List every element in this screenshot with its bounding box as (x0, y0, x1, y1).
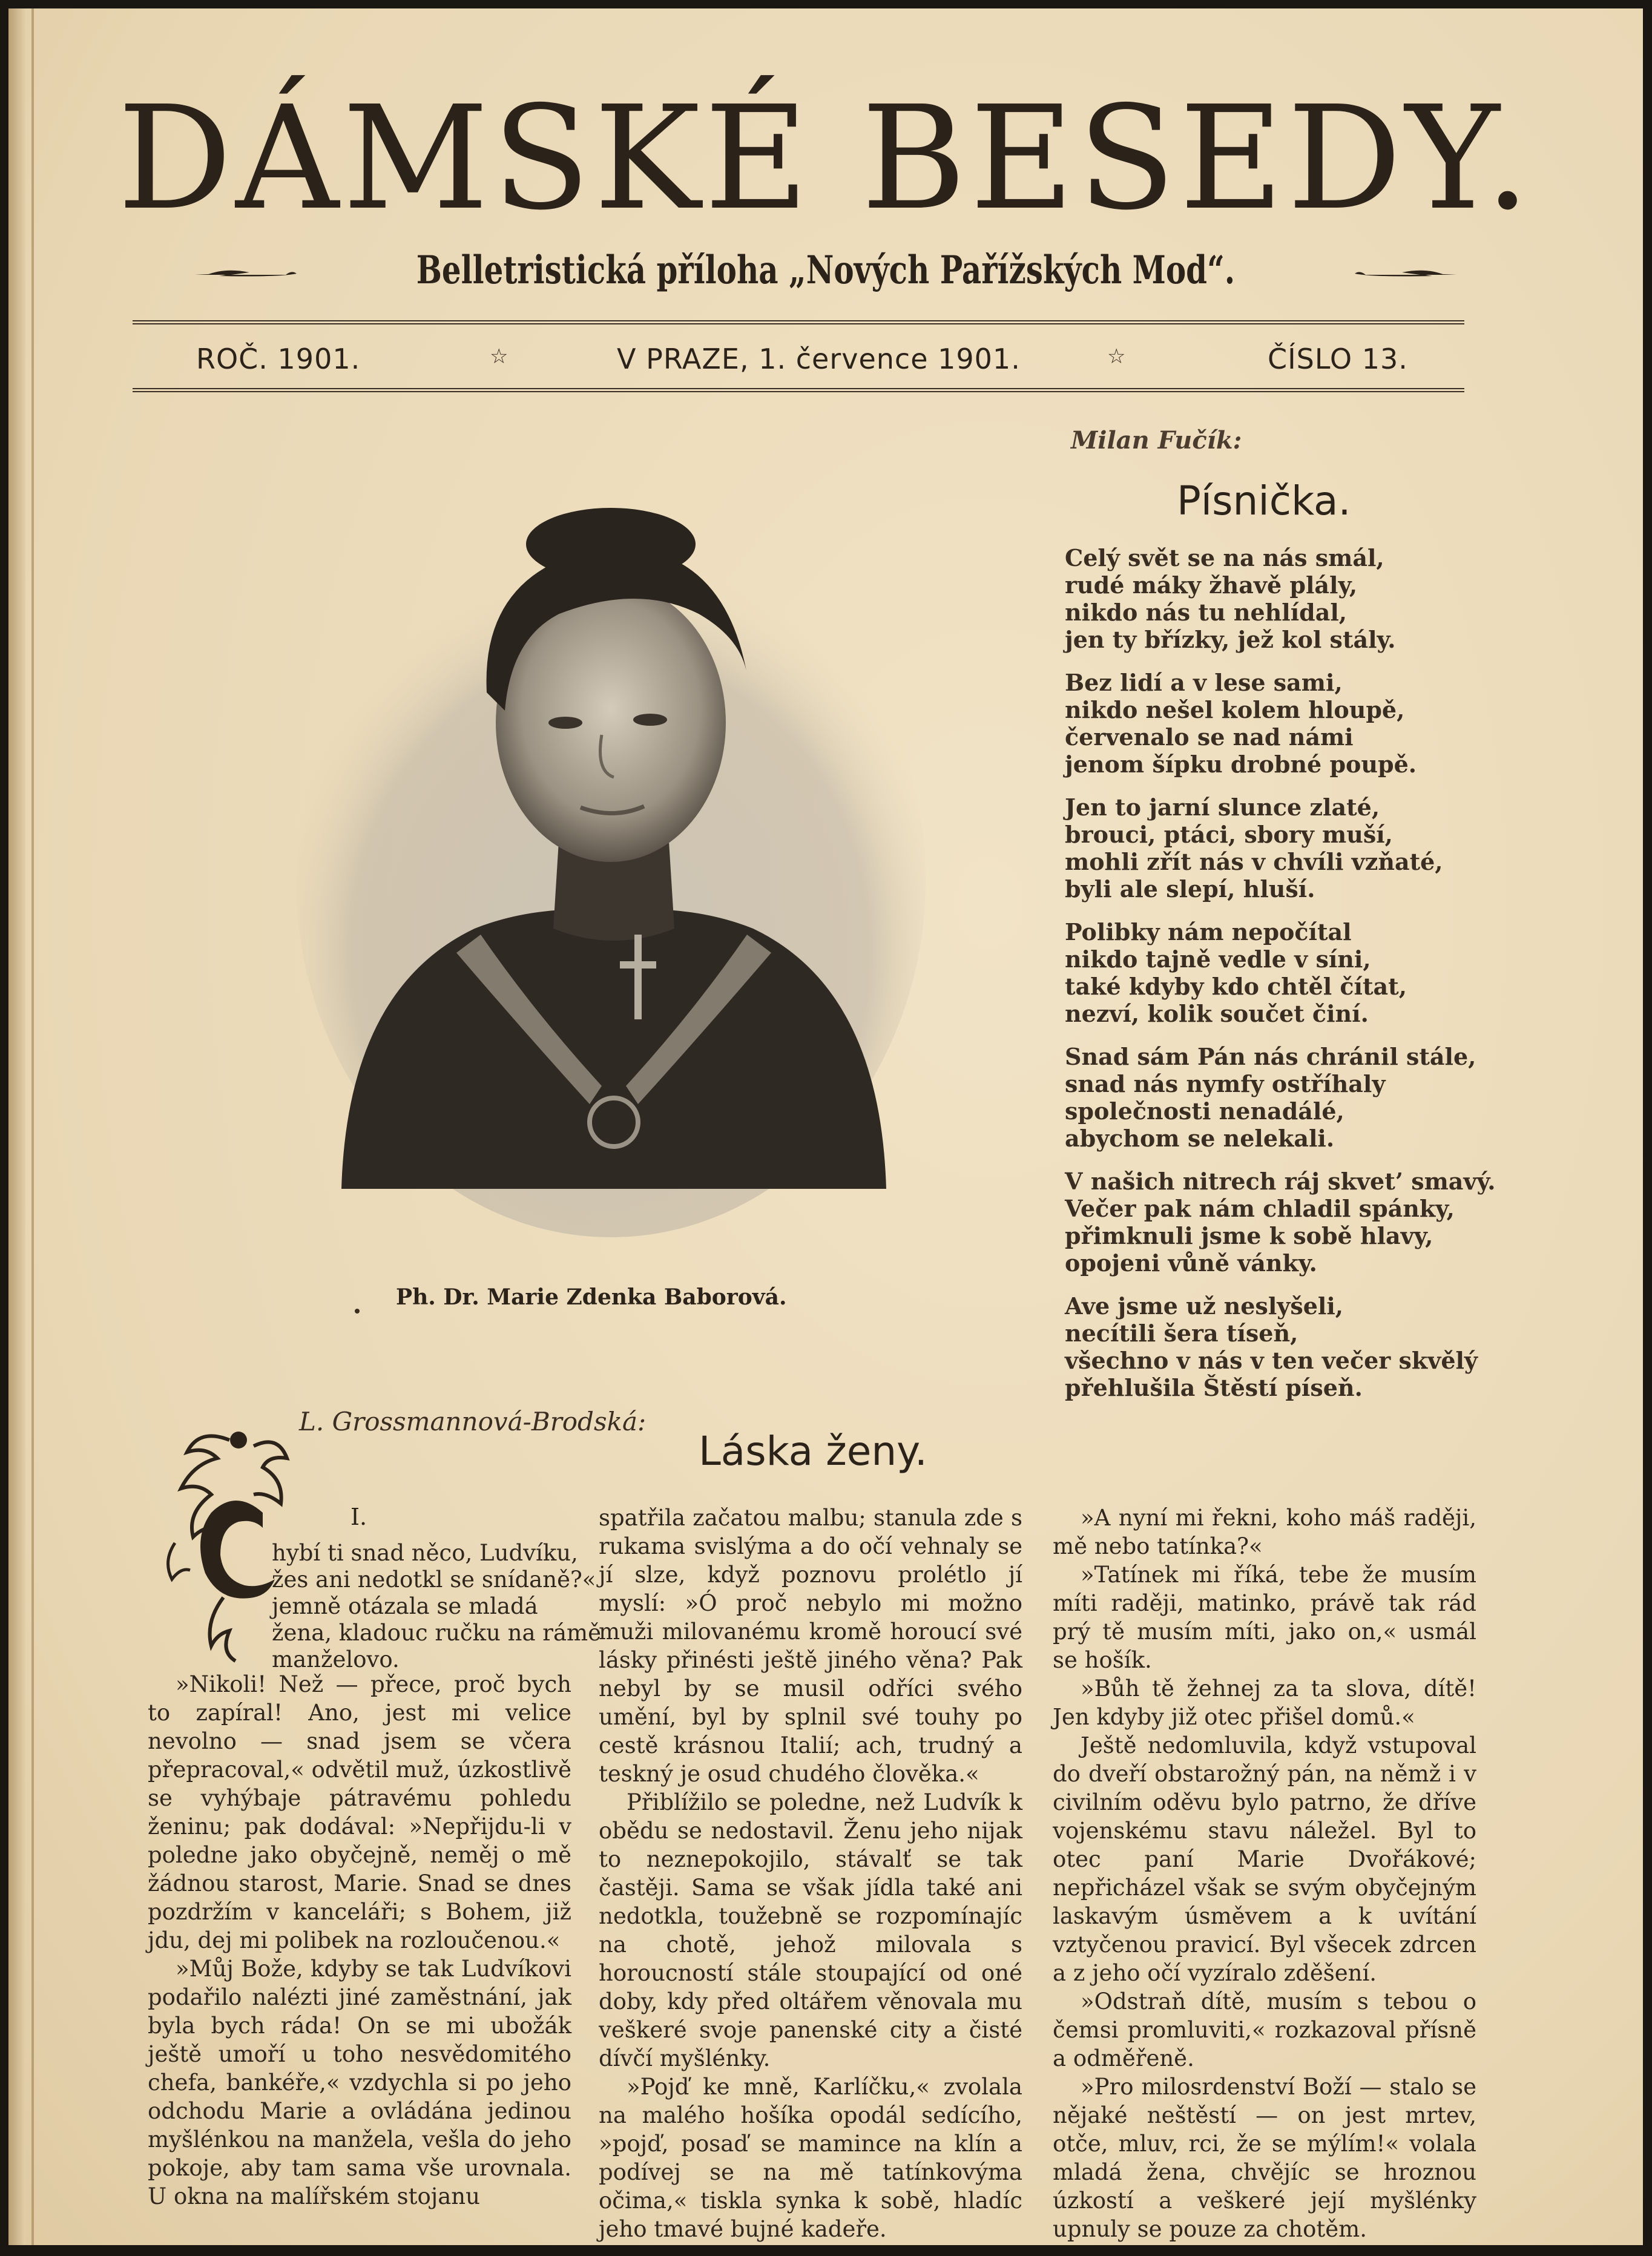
chapter-number: I. (350, 1504, 367, 1530)
poem-line: brouci, ptáci, sbory muší, (1065, 821, 1393, 848)
poem-line: přehlušila Štěstí píseň. (1065, 1374, 1363, 1401)
paragraph: Ještě nedomluvila, když vstupoval do dveří obstarožný pán, na němž i v civilním oděvu bylo patrno, že dříve vojenskému stavu náležel. Byl to otec paní Marie Dvořákové; nepřicházel však se svým obyčejným laskavým úsměvem a k uvítání vztyčenou pravicí. Byl všecek zdrcen a z jeho očí vyzíralo zděšení. (1053, 1732, 1476, 1986)
header-rule-top (133, 320, 1464, 324)
text-line: žena, kladouc ručku na rámě (272, 1620, 602, 1646)
poem-line: červenalo se nad námi (1065, 723, 1354, 751)
poem-line: jenom šípku drobné poupě. (1065, 751, 1417, 778)
paragraph: »Nikoli! Než — přece, proč bych to zapíral! Ano, jest mi velice nevolno — snad jsem se včera přepracoval,« odvětil muž, úzkostlivě se vyhýbaje pátravému pohledu ženinu; pak dodával: »Nepřijdu-li v poledne jako obyčejně, neměj o mě žádnou starost, Marie. Snad se dnes pozdržím v kanceláři; s Bohem, již jdu, dej mi polibek na rozloučenou.« (148, 1671, 571, 1953)
issue-date: V PRAZE, 1. července 1901. (617, 343, 1021, 375)
subtitle-row (8, 248, 1643, 293)
poem-stanza (1065, 544, 1610, 653)
right-swash-ornament (1354, 263, 1456, 278)
poem-line: přimknuli jsme k sobě hlavy, (1065, 1222, 1433, 1249)
poem-stanza (1065, 794, 1610, 903)
newspaper-page (8, 8, 1643, 2245)
paragraph: Přiblížilo se poledne, než Ludvík k obědu se nedostavil. Ženu jeho nijak to neznepokojilo, stávalť se tak častěji. Sama se však jídla také ani nedotkla, toužebně se rozpomínajíc na chotě, jehož milovala s horoucností stále stoupající od oné doby, kdy před oltářem věnovala mu veškeré svoje panenské city a čisté dívčí myšlénky. (599, 1789, 1022, 2071)
poem-author: Milan Fučík: (1071, 426, 1242, 455)
poem-stanza (1065, 918, 1610, 1027)
paragraph: »Můj Bože, kdyby se tak Ludvíkovi podařilo nalézti jiné zaměstnání, jak byla bych ráda! On se mi ubožák ještě umoří u toho nesvědomitého chefa, bankéře,« vzdychla si po jeho odchodu Marie a ovládána jedinou myšlénkou na manžela, vešla do jeho pokoje, aby tam sama vše urovnala. U okna na malířském stojanu (148, 1956, 571, 2209)
poem-line: nikdo tajně vedle v síni, (1065, 945, 1371, 973)
poem-line: rudé máky žhavě plály, (1065, 571, 1358, 599)
text-line: jemně otázala se mladá (272, 1593, 538, 1619)
poem-line: Večer pak nám chladil spánky, (1065, 1195, 1455, 1222)
issue-number: ČÍSLO 13. (1268, 343, 1408, 375)
dropcap-paragraph (272, 1540, 602, 1673)
poem-title: Písnička. (1177, 478, 1351, 524)
poem-line: abychom se nelekali. (1065, 1125, 1335, 1152)
paragraph: »Pro milosrdenství Boží — stalo se nějaké neštěstí — on jest mrtev, otče, mluv, rci, že se mýlím!« volala mladá žena, chvějíc se hroznou úzkostí a veškeré její myšlénky upnuly se pouze za chotěm. (1053, 2074, 1476, 2242)
paragraph: spatřila začatou malbu; stanula zde s rukama svislýma a do očí vehnaly se jí slze, když poznovu prolétlo jí myslí: »Ó proč nebylo mi možno muži milovanému kromě horoucí své lásky přinésti ještě jiného věna? Pak nebyl by se musil odříci svého umění, byl by splnil své touhy po cestě krásnou Italií; ach, trudný a teskný je osud chudého člověka.« (599, 1505, 1022, 1787)
poem-line: společnosti nenadálé, (1065, 1097, 1344, 1125)
caption-dot (355, 1309, 360, 1314)
poem-line: Celý svět se na nás smál, (1065, 544, 1384, 571)
story-title: Láska ženy. (699, 1428, 927, 1475)
poem-line: opojeni vůně vánky. (1065, 1249, 1317, 1277)
story-column-2 (599, 1504, 1022, 2243)
poem-line: nikdo nešel kolem hloupě, (1065, 696, 1405, 723)
paragraph: »Bůh tě žehnej za ta slova, dítě! Jen kdyby již otec přišel domů.« (1053, 1676, 1476, 1730)
poem-line: všechno v nás v ten večer skvělý (1065, 1347, 1478, 1374)
header-rule-bottom (133, 388, 1464, 392)
binding-line (31, 8, 34, 2245)
poem-line: mohli zřít nás v chvíli vzňaté, (1065, 848, 1443, 875)
poem-line: nezví, kolik součet činí. (1065, 1000, 1369, 1027)
story-column-1 (148, 1670, 571, 2211)
paragraph: »Tatínek mi říká, tebe že musím míti raději, matinko, právě tak rád prý tě musím míti, jako on,« usmál se hošík. (1053, 1562, 1476, 1673)
paragraph: »Pojď ke mně, Karlíčku,« zvolala na malého hošíka opodál sedícího, »pojď, posaď se mamince na klín a podívej se na mě tatínkovýma očima,« tiskla synka k sobě, hladíc jeho tmavé bujné kadeře. (599, 2074, 1022, 2242)
poem-line: necítili šera tíseň, (1065, 1320, 1298, 1347)
poem-line: Polibky nám nepočítal (1065, 918, 1352, 945)
text-line: žes ani nedotkl se snídaně?« (272, 1567, 596, 1593)
paragraph: »A nyní mi řekni, koho máš raději, mě nebo tatínka?« (1053, 1505, 1476, 1559)
masthead-title: DÁMSKÉ BESEDY. (117, 75, 1534, 242)
story-author: L. Grossmannová-Brodská: (299, 1407, 647, 1436)
star-ornament: ☆ (1107, 344, 1126, 369)
binding-spine (8, 8, 25, 2245)
paragraph: »Odstraň dítě, musím s tebou o čemsi promluviti,« rozkazoval přísně a odměřeně. (1053, 1988, 1476, 2071)
poem-line: byli ale slepí, hluší. (1065, 875, 1315, 903)
portrait-photo (275, 493, 947, 1243)
subtitle: Belletristická příloha „Nových Pařížských Mod“. (416, 248, 1236, 293)
text-line: hybí ti snad něco, Ludvíku, (272, 1540, 578, 1566)
left-swash-ornament (195, 263, 298, 278)
poem-body (1065, 544, 1610, 1417)
poem-line: také kdyby kdo chtěl čítat, (1065, 973, 1407, 1000)
poem-line: V našich nitrech ráj skvet’ smavý. (1065, 1168, 1496, 1195)
poem-stanza (1065, 1043, 1610, 1152)
poem-line: Ave jsme už neslyšeli, (1065, 1292, 1344, 1320)
story-column-3 (1053, 1504, 1476, 2243)
poem-stanza (1065, 1168, 1610, 1277)
poem-line: Snad sám Pán nás chránil stále, (1065, 1043, 1476, 1070)
poem-line: Bez lidí a v lese sami, (1065, 669, 1343, 696)
poem-line: nikdo nás tu nehlídal, (1065, 599, 1347, 626)
star-ornament: ☆ (490, 344, 508, 369)
poem-line: jen ty břízky, jež kol stály. (1065, 626, 1396, 653)
portrait-caption: Ph. Dr. Marie Zdenka Baborová. (396, 1284, 787, 1310)
poem-line: snad nás nymfy ostříhaly (1065, 1070, 1386, 1097)
text-line: manželovo. (272, 1646, 400, 1672)
issue-volume: ROČ. 1901. (196, 343, 361, 375)
poem-stanza (1065, 1292, 1610, 1401)
poem-line: Jen to jarní slunce zlaté, (1065, 794, 1380, 821)
poem-stanza (1065, 669, 1610, 778)
